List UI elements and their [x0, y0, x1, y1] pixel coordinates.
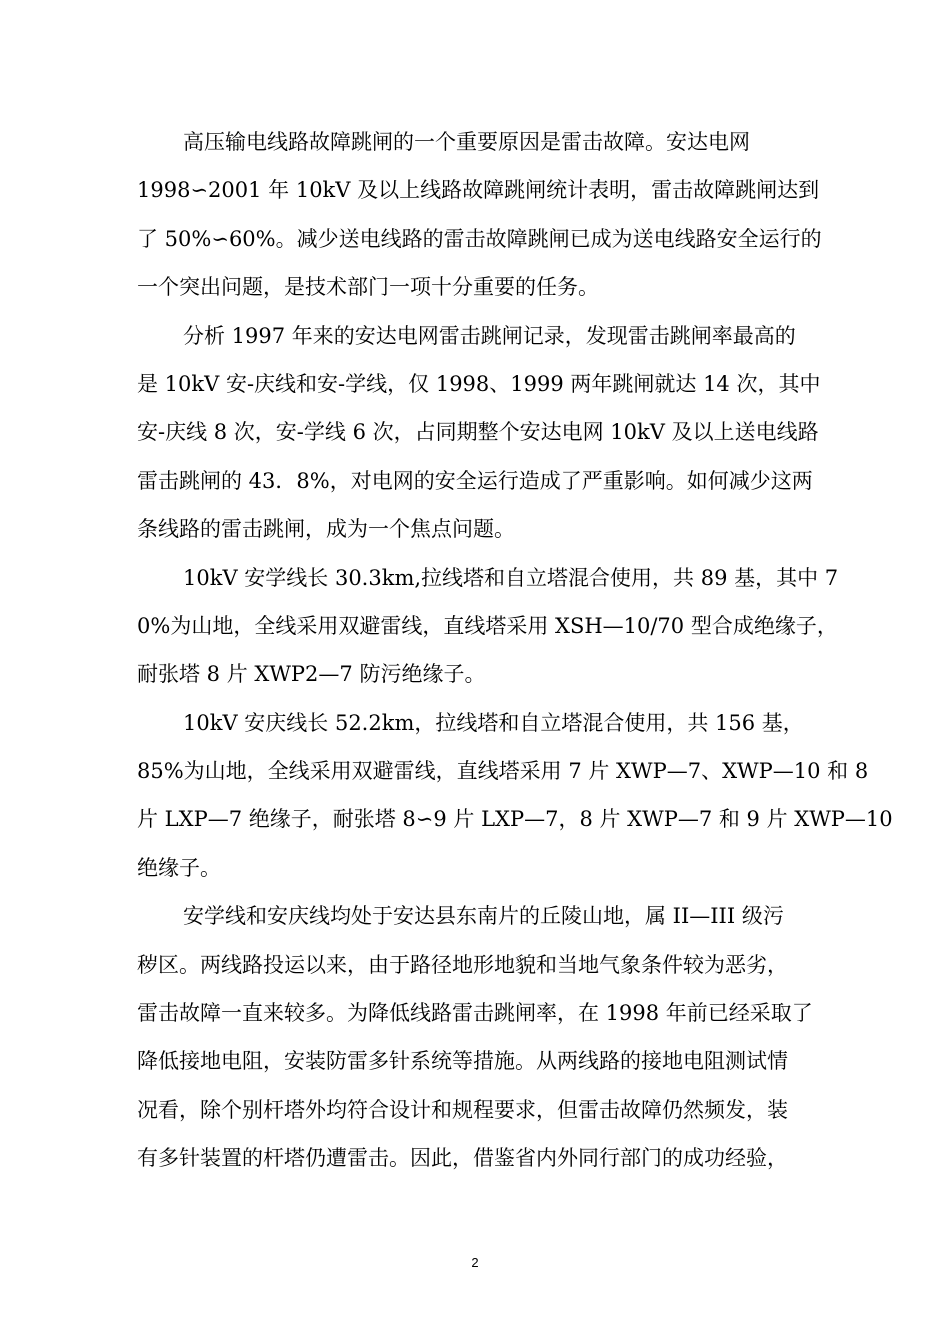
text-line: 分析 1997 年来的安达电网雷击跳闸记录，发现雷击跳闸率最高的 — [183, 323, 796, 348]
text-line: 降低接地电阻，安装防雷多针系统等措施。从两线路的接地电阻测试情 — [137, 1049, 788, 1074]
text-line: 10kV 安学线长 30.3km,拉线塔和自立塔混合使用，共 89 基，其中 7 — [183, 565, 839, 590]
text-line: 了 50%∽60%。减少送电线路的雷击故障跳闸已成为送电线路安全运行的 — [137, 226, 822, 251]
text-line: 安学线和安庆线均处于安达县东南片的丘陵山地，属 II—III 级污 — [183, 904, 784, 929]
text-line: 片 LXP—7 绝缘子，耐张塔 8∽9 片 LXP—7，8 片 XWP—7 和 9 片 XWP—10 — [137, 807, 893, 832]
text-line: 条线路的雷击跳闸，成为一个焦点问题。 — [137, 517, 515, 542]
body-text — [137, 118, 893, 1183]
text-line: 一个突出问题，是技术部门一项十分重要的任务。 — [137, 275, 599, 300]
text-line: 10kV 安庆线长 52.2km，拉线塔和自立塔混合使用，共 156 基， — [183, 710, 804, 735]
text-line: 有多针装置的杆塔仍遭雷击。因此，借鉴省内外同行部门的成功经验， — [137, 1146, 788, 1171]
page-number: 2 — [471, 1255, 479, 1270]
text-line: 是 10kV 安-庆线和安-学线，仅 1998、1999 两年跳闸就达 14 次，其中 — [137, 371, 821, 396]
text-line: 况看，除个别杆塔外均符合设计和规程要求，但雷击故障仍然频发，装 — [137, 1097, 788, 1122]
text-line: 0%为山地，全线采用双避雷线，直线塔采用 XSH—10/70 型合成绝缘子， — [137, 613, 838, 638]
text-line: 1998∽2001 年 10kV 及以上线路故障跳闸统计表明，雷击故障跳闸达到 — [137, 178, 820, 203]
text-line: 85%为山地，全线采用双避雷线，直线塔采用 7 片 XWP—7、XWP—10 和 8 — [137, 759, 869, 784]
text-line: 秽区。两线路投运以来，由于路径地形地貌和当地气象条件较为恶劣， — [137, 952, 788, 977]
text-line: 安-庆线 8 次，安-学线 6 次，占同期整个安达电网 10kV 及以上送电线路 — [137, 420, 819, 445]
text-line: 雷击跳闸的 43．8%，对电网的安全运行造成了严重影响。如何减少这两 — [137, 468, 813, 493]
text-line: 雷击故障一直来较多。为降低线路雷击跳闸率，在 1998 年前已经采取了 — [137, 1001, 813, 1026]
text-line: 绝缘子。 — [137, 855, 221, 880]
text-line: 耐张塔 8 片 XWP2—7 防污绝缘子。 — [137, 662, 486, 687]
text-line: 高压输电线路故障跳闸的一个重要原因是雷击故障。安达电网 — [183, 130, 750, 154]
